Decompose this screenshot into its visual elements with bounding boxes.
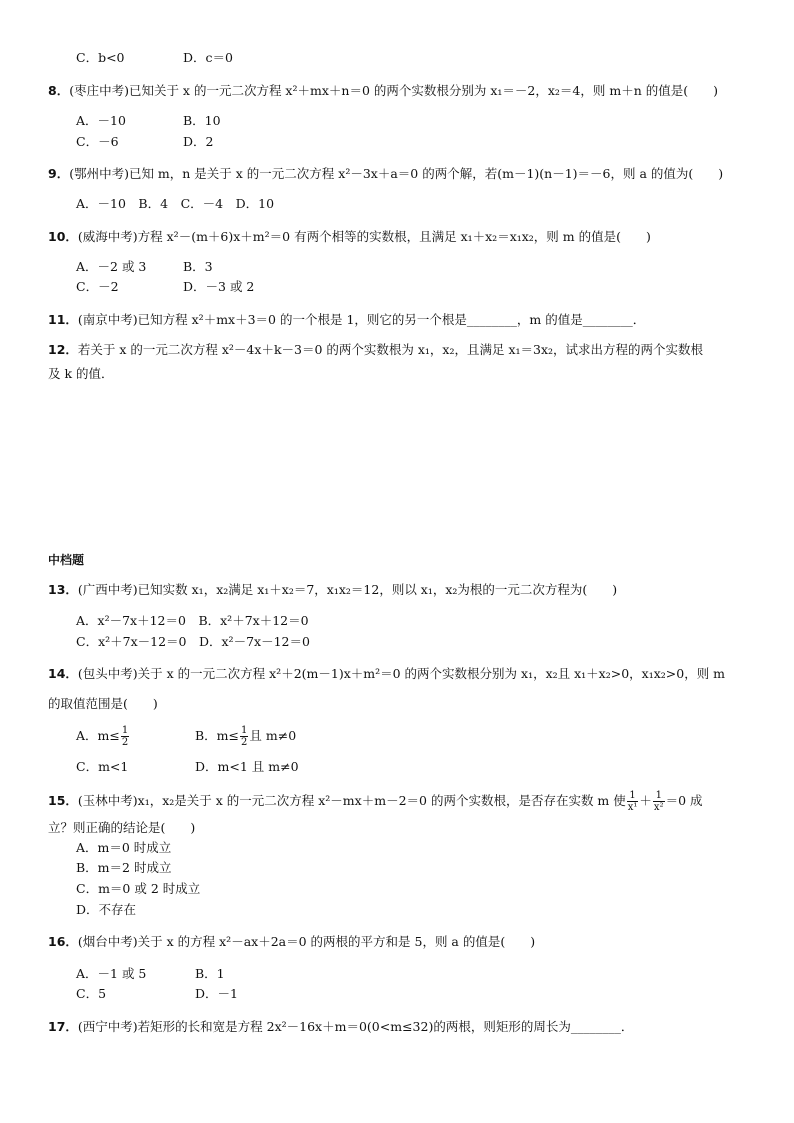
question-13-text: (广西中考)已知实数 x₁，x₂满足 x₁＋x₂＝7，x₁x₂＝12，则以 x₁，x₂为根的一元二次方程为( )	[77, 582, 618, 597]
fraction-numerator: 1	[627, 790, 639, 802]
question-11-text: (南京中考)已知方程 x²＋mx＋3＝0 的一个根是 1，则它的另一个根是________，m 的值是________．	[77, 312, 646, 327]
question-12-line2: 及 k 的值．	[48, 366, 114, 381]
question-14-line2: 的取值范围是( )	[48, 696, 158, 711]
question-8-number: 8．	[48, 83, 70, 98]
fraction-denominator: x²	[653, 802, 664, 813]
question-15-line2: 立？则正确的结论是( )	[48, 820, 196, 835]
fraction-one-over-x1	[627, 790, 639, 813]
q13-options-cd: C．x²＋7x－12＝0 D．x²－7x－12＝0	[76, 634, 310, 649]
q10-option-b: B．3	[183, 259, 213, 274]
q15-option-b: B．m＝2 时成立	[76, 860, 172, 875]
fraction-one-over-x2	[653, 790, 665, 813]
q14-option-b-text: B．m≤	[195, 728, 240, 743]
q14-option-d: D．m<1 且 m≠0	[195, 759, 299, 774]
question-15	[48, 790, 703, 813]
q16-option-a: A．－1 或 5	[76, 966, 147, 981]
q9-options: A．－10 B．4 C．－4 D．10	[76, 196, 275, 211]
q16-option-c: C．5	[76, 986, 107, 1001]
question-14	[48, 666, 725, 682]
q15-option-a: A．m＝0 时成立	[76, 840, 172, 855]
question-13	[48, 582, 617, 598]
q15-option-d: D．不存在	[76, 902, 137, 917]
question-15-line1-post: ＝0 成	[665, 793, 703, 808]
q10-option-c: C．－2	[76, 279, 119, 294]
question-12-number: 12．	[48, 342, 78, 357]
question-9	[48, 166, 723, 182]
q14-option-a-text: A．m≤	[76, 728, 120, 743]
question-8	[48, 83, 718, 99]
question-8-text: (枣庄中考)已知关于 x 的一元二次方程 x²＋mx＋n＝0 的两个实数根分别为 x₁＝－2，x₂＝4，则 m＋n 的值是( )	[69, 83, 718, 98]
question-12-line1: 若关于 x 的一元二次方程 x²－4x＋k－3＝0 的两个实数根为 x₁，x₂，且满足 x₁＝3x₂，试求出方程的两个实数根	[77, 342, 704, 357]
q16-option-b: B．1	[195, 966, 225, 981]
q10-option-d: D．－3 或 2	[183, 279, 255, 294]
question-10-number: 10．	[48, 229, 78, 244]
question-17-number: 17．	[48, 1019, 78, 1034]
fraction-numerator: 1	[653, 790, 665, 802]
question-15-line1-pre: (玉林中考)x₁，x₂是关于 x 的一元二次方程 x²－mx＋m－2＝0 的两个实数根，是否存在实数 m 使	[77, 793, 626, 808]
q8-option-b: B．10	[183, 113, 221, 128]
question-16-number: 16．	[48, 934, 78, 949]
q8-option-c: C．－6	[76, 134, 119, 149]
question-16-text: (烟台中考)关于 x 的方程 x²－ax＋2a＝0 的两根的平方和是 5，则 a 的值是( )	[77, 934, 536, 949]
q7-option-d: D．c＝0	[183, 50, 233, 65]
q15-option-c: C．m＝0 或 2 时成立	[76, 881, 201, 896]
fraction-numerator: 1	[241, 725, 248, 736]
plus-sign: ＋	[639, 793, 652, 808]
q8-option-d: D．2	[183, 134, 214, 149]
fraction-one-half	[121, 725, 129, 748]
question-17	[48, 1019, 633, 1035]
q13-options-ab: A．x²－7x＋12＝0 B．x²＋7x＋12＝0	[76, 613, 309, 628]
question-14-line1: (包头中考)关于 x 的一元二次方程 x²＋2(m－1)x＋m²＝0 的两个实数根分别为 x₁，x₂且 x₁＋x₂>0，x₁x₂>0，则 m	[77, 666, 726, 681]
question-9-text: (鄂州中考)已知 m，n 是关于 x 的一元二次方程 x²－3x＋a＝0 的两个解，若(m－1)(n－1)＝－6，则 a 的值为( )	[69, 166, 724, 181]
question-10-text: (威海中考)方程 x²－(m＋6)x＋m²＝0 有两个相等的实数根，且满足 x₁＋x₂＝x₁x₂，则 m 的值是( )	[77, 229, 651, 244]
question-11	[48, 312, 645, 328]
question-11-number: 11．	[48, 312, 78, 327]
section-title: 中档题	[48, 553, 85, 567]
question-13-number: 13．	[48, 582, 78, 597]
fraction-numerator: 1	[121, 725, 129, 736]
fraction-denominator: 2	[241, 737, 248, 748]
q14-option-b	[195, 725, 296, 748]
question-16	[48, 934, 535, 950]
q8-option-a: A．－10	[76, 113, 126, 128]
fraction-denominator: 2	[121, 737, 129, 748]
question-9-number: 9．	[48, 166, 70, 181]
question-14-number: 14．	[48, 666, 78, 681]
question-15-number: 15．	[48, 793, 78, 808]
q14-option-b-suffix: 且 m≠0	[249, 728, 297, 743]
fraction-denominator: x¹	[627, 802, 638, 813]
question-10	[48, 229, 651, 245]
q7-option-c: C．b<0	[76, 50, 125, 65]
q14-option-a	[76, 725, 130, 748]
fraction-one-half	[240, 725, 248, 748]
q14-option-c: C．m<1	[76, 759, 129, 774]
q10-option-a: A．－2 或 3	[76, 259, 147, 274]
question-12	[48, 342, 703, 358]
question-17-text: (西宁中考)若矩形的长和宽是方程 2x²－16x＋m＝0(0<m≤32)的两根，则矩形的周长为________．	[77, 1019, 634, 1034]
q16-option-d: D．－1	[195, 986, 238, 1001]
